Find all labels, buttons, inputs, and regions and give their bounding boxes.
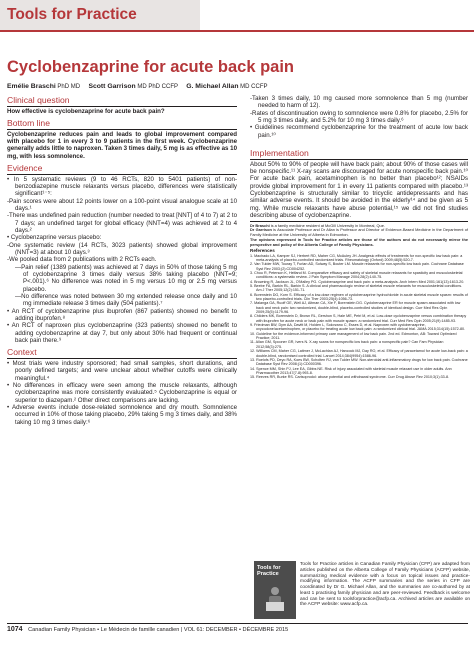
author-degrees: MD PhD CCFP — [137, 84, 178, 90]
article-title: Cyclobenzaprine for acute back pain — [7, 58, 294, 76]
bottom-line-text: Cyclobenzaprine reduces pain and leads to global improvement compared with placebo for 1 in every 3 to 9 patients in the first week. Cyclobenzaprine generally adds little to naproxen. Taken 3 times daily, 5 mg is as effective as 10 mg, with less somnolence. — [7, 130, 237, 160]
reference-item: 12. Williams CM, Maher CG, Latimer J, McLachlan AJ, Hancock MJ, Day RO, et al. Efficacy of paracetamol for acute low-back pain: a double-blind, randomised controlled trial. Lancet 2014;384(9954):1586-96. — [250, 349, 468, 358]
evidence-item: -One systematic review (14 RCTs, 3023 patients) showed global improvement (NNT=3) at about 10 days.³ — [7, 241, 237, 256]
section-heading-context: Context — [7, 347, 37, 358]
page-number: 1074 — [7, 626, 23, 633]
context-item: • Adverse events include dose-related somnolence and dry mouth. Somnolence occurred in 10% of those taking placebo, 29% taking 5 mg 3 times daily, and 38% taking 10 mg 3 times daily:⁶ — [7, 404, 237, 426]
reference-item: 10. Guideline for the evidence-informed primary care management of low back pain. 2nd ed. Edmonton, AB: Toward Optimized Practice; 2011. — [250, 331, 457, 341]
author-note-name: Dr Braschi — [250, 222, 270, 228]
evidence-item: -Pain scores were about 12 points lower on a 100-point visual analogue scale at 10 days.¹ — [7, 197, 237, 212]
author-list — [7, 83, 268, 90]
reference-item: 3. Chou R, Peterson K, Helfand M. Comparative efficacy and safety of skeletal muscle relaxants for spasticity and musculoskeletal conditions: a systematic review. J Pain Symptom Manage 2004;28(2):140-75. — [250, 270, 463, 280]
author-name: Scott Garrison — [88, 83, 136, 90]
section-divider — [250, 159, 468, 160]
context-continued-item: -Rates of discontinuation owing to somnolence were 0.8% for placebo, 2.5% for 5 mg 3 times daily, and 5.2% for 10 mg 3 times daily.⁶ — [250, 109, 468, 125]
reference-item: 9. Friedman BW, Dym AA, Davitt M, Holden L, Solorzano C, Esses D, et al. Naproxen with cyclobenzaprine, oxycodone/acetaminophen, or placebo for treating acute low back pain: a randomized clinical trial. JAMA 2015;314(15):1572-80. — [250, 323, 466, 332]
context-item: • No differences in efficacy were seen among the muscle relaxants, although cyclobenzaprine was more consistently evaluated.⁵ Cyclobenzaprine is equal or superior to diazepam.² Other direct comparisons are lacking. — [7, 382, 237, 404]
references-heading: References — [250, 248, 275, 254]
page-footer — [7, 626, 288, 633]
section-divider — [7, 106, 237, 107]
reference-item: 7. Malanga GA, Ruoff GE, Weil AJ, Altman CA, Xie F, Borenstein DG. Cyclobenzaprine ER for muscle spasm associated with low back and neck pain: two randomized, double-blind, placebo-controlled studies of identical design. Curr Med Res Opin 2009;25(5):1179-96. — [250, 301, 461, 315]
evidence-item: • An RCT of naproxen plus cyclobenzaprine (323 patients) showed no benefit to adding cyclobenzaprine at day 7, but only about 30% had frequent or continual back pain there.⁹ — [7, 322, 237, 345]
section-heading-clinical-question: Clinical question — [7, 95, 70, 105]
tools-for-practice-logo — [254, 561, 296, 619]
notes-divider — [250, 221, 468, 222]
reference-item: 8. Childers MK, Borenstein D, Brown RL, Gershon S, Hale ME, Petri M, et al. Low-dose cyclobenzaprine versus combination therapy with ibuprofen for acute neck or back pain with muscle spasm: a randomized trial. Curr Med Res Opin 2005;21(9):1485-93. — [250, 314, 467, 323]
evidence-item: -There was undefined pain reduction (number needed to treat [NNT] of 4 to 7) at 2 to 7 days; an undefined target for global efficacy (NNT=4) was achieved at 2 to 4 days.² — [7, 212, 237, 234]
reference-item: 6. Borenstein DG, Korn S. Efficacy of a low-dose regimen of cyclobenzaprine hydrochloride in acute skeletal muscle spasm: results of two placebo-controlled trials. Clin Ther 2003;25(4):1056-73. — [250, 292, 468, 302]
evidence-item: • Cyclobenzaprine versus placebo: — [7, 234, 102, 242]
evidence-item: -We pooled data from 2 publications with 2 RCTs each. — [7, 256, 157, 264]
banner-divider — [0, 30, 474, 32]
disclaimer-text: The opinions expressed in Tools for Practice articles are those of the authors and do not necessarily mirror the perspective and policy of the Alberta College of Family Physicians. — [250, 237, 468, 247]
author-note — [250, 228, 468, 237]
clinical-question-text: How effective is cyclobenzaprine for acute back pain? — [7, 107, 165, 115]
context-guideline-item: • Guidelines recommend cyclobenzaprine for the treatment of acute low back pain.¹⁰ — [250, 124, 468, 139]
left-column — [7, 95, 237, 426]
reader-figure-icon — [263, 585, 287, 615]
reference-item: 11. Allan GM, Spooner GR, Ivers N. X-ray scans for nonspecific low back pain: a nonspecific pain? Can Fam Physician 2012;58(3):275. — [250, 340, 444, 349]
evidence-item: —Pain relief (1389 patients) was achieved at 7 days in 50% of those taking 5 mg of cyclobenzaprine 3 times daily versus 38% taking placebo (NNT=9; P<.001).⁶ No difference was noted in 5 mg versus 10 mg or 2.5 mg versus placebo. — [15, 263, 237, 293]
implementation-text: About 50% to 90% of people will have back pain; about 90% of those cases will be nonspecific.¹¹ X-ray scans are discouraged for acute nonspecific back pain.¹⁰ For acute back pain, acetaminophen is no better than placebo¹²; NSAIDs provide global improvement for 1 in every 11 patients compared with placebo.¹³ Cyclobenzaprine is structurally similar to tricyclic antidepressants and has similar adverse events. It should be avoided in the elderly¹⁴ and be given as 5 mg. While muscle relaxants have abuse potential,¹⁵ we did not find studies describing abuse of cyclobenzaprine. — [250, 160, 468, 220]
reference-item: 14. Spence MM, Shin PJ, Lee EA, Gibbs NE. Risk of injury associated with skeletal muscle relaxant use in older adults. Ann Pharmacother 2013;47(7-8):993-8. — [250, 366, 452, 375]
section-heading-implementation: Implementation — [250, 148, 309, 159]
reference-item: 2. Van Tulder MW, Touray T, Furlan AD, Solway S, Bouter LM. Muscle relaxants for non-specific low back pain. Cochrane Database Syst Rev 2003;(2):CD004252. — [250, 262, 464, 271]
evidence-item: • In 5 systematic reviews (9 to 46 RCTs, 820 to 5401 patients) of non-benzodiazepine muscle relaxants versus placebo, differences were statistically significant¹⁻⁵: — [7, 175, 237, 198]
author-name: G. Michael Allan — [186, 83, 239, 90]
section-divider — [7, 174, 237, 175]
evidence-item: —No difference was noted between 30 mg extended release once daily and 10 mg immediate release 3 times daily (504 patients).⁷ — [15, 293, 237, 308]
author-degrees: MD CCFP — [240, 84, 268, 90]
footer-divider — [7, 623, 468, 624]
reference-item: 13. Roelofs PD, Deyo RA, Koes BW, Scholten RJ, van Tulder MW. Non-steroidal anti-inflammatory drugs for low back pain. Cochrane Database Syst Rev 2008;(1):CD000396. — [250, 357, 468, 367]
reference-item: 15. Reeves RR, Burke RS. Carisoprodol: abuse potential and withdrawal syndrome. Curr Drug Abuse Rev 2010;3(1):33-8. — [250, 375, 450, 380]
author-note-text: is a family medicine resident at McGill University in Montreal, Que. — [270, 222, 385, 228]
journal-info: Canadian Family Physician • Le Médecin de famille canadien | VOL 61: DECEMBER • DÉCEMBRE 2015 — [28, 627, 289, 633]
author-degrees: PhD MD — [57, 84, 81, 90]
section-heading-evidence: Evidence — [7, 162, 43, 173]
author-note-text: is Associate Professor and Dr Allan is Professor and Director of Evidence-Based Medicine in the Department of Family Medicine at the University of Alberta in Edmonton. — [250, 227, 468, 237]
evidence-list — [7, 176, 237, 345]
author-name: Emélie Braschi — [7, 83, 56, 90]
context-item: • Most trials were industry sponsored; had small samples, short durations, and poorly defined targets; and were unclear about whether cutoffs were clinically meaningful.⁴ — [7, 360, 237, 382]
right-column — [250, 95, 468, 380]
author-note-name: Dr Garrison — [250, 227, 272, 233]
section-heading-bottom-line: Bottom line — [7, 117, 50, 128]
series-promo-text: Tools for Practice articles in Canadian Family Physician (CFP) are adapted from articles published on the Alberta College of Family Physicians (ACFP) website, summarizing medical evidence with a focus on topical issues and practice-modifying information. The ACFP summaries and the series in CFP are coordinated by Dr G. Michael Allan, and the summaries are co-authored by at least 1 practising family physician and are peer-reviewed. Feedback is welcome and can be sent to toolsforpractice@acfp.ca. Archived articles are available on the ACFP website: www.acfp.ca. — [300, 562, 470, 608]
section-divider — [7, 129, 237, 130]
section-banner: Tools for Practice — [0, 0, 200, 30]
reference-item: 1. Machado LA, Kamper SJ, Herbert RD, Maher CG, McAuley JH. Analgesic effects of treatments for non-specific low back pain: a meta-analysis of placebo-controlled randomized trials. Rheumatology (Oxford) 2009;48(5):520-7. — [250, 253, 463, 262]
context-continued-item: -Taken 3 times daily, 10 mg caused more somnolence than 5 mg (number needed to harm of 12). — [250, 95, 468, 110]
reference-item: 5. Beebe FA, Barkin RL, Barkin S. A clinical and pharmacologic review of skeletal muscle relaxants for musculoskeletal conditions. Am J Ther 2005;12(2):151-71. — [250, 284, 463, 293]
logo-text: Tools for Practice — [257, 565, 281, 577]
references-list — [250, 254, 468, 380]
evidence-item: • An RCT of cyclobenzaprine plus ibuprofen (867 patients) showed no benefit to adding ibuprofen.⁸ — [7, 307, 237, 323]
section-divider — [7, 358, 237, 359]
reference-item: 4. Browning R, Jackson JL, O'Malley PG. Cyclobenzaprine and back pain: a meta-analysis. Arch Intern Med 2001;161(13):1613-20. — [250, 279, 465, 284]
